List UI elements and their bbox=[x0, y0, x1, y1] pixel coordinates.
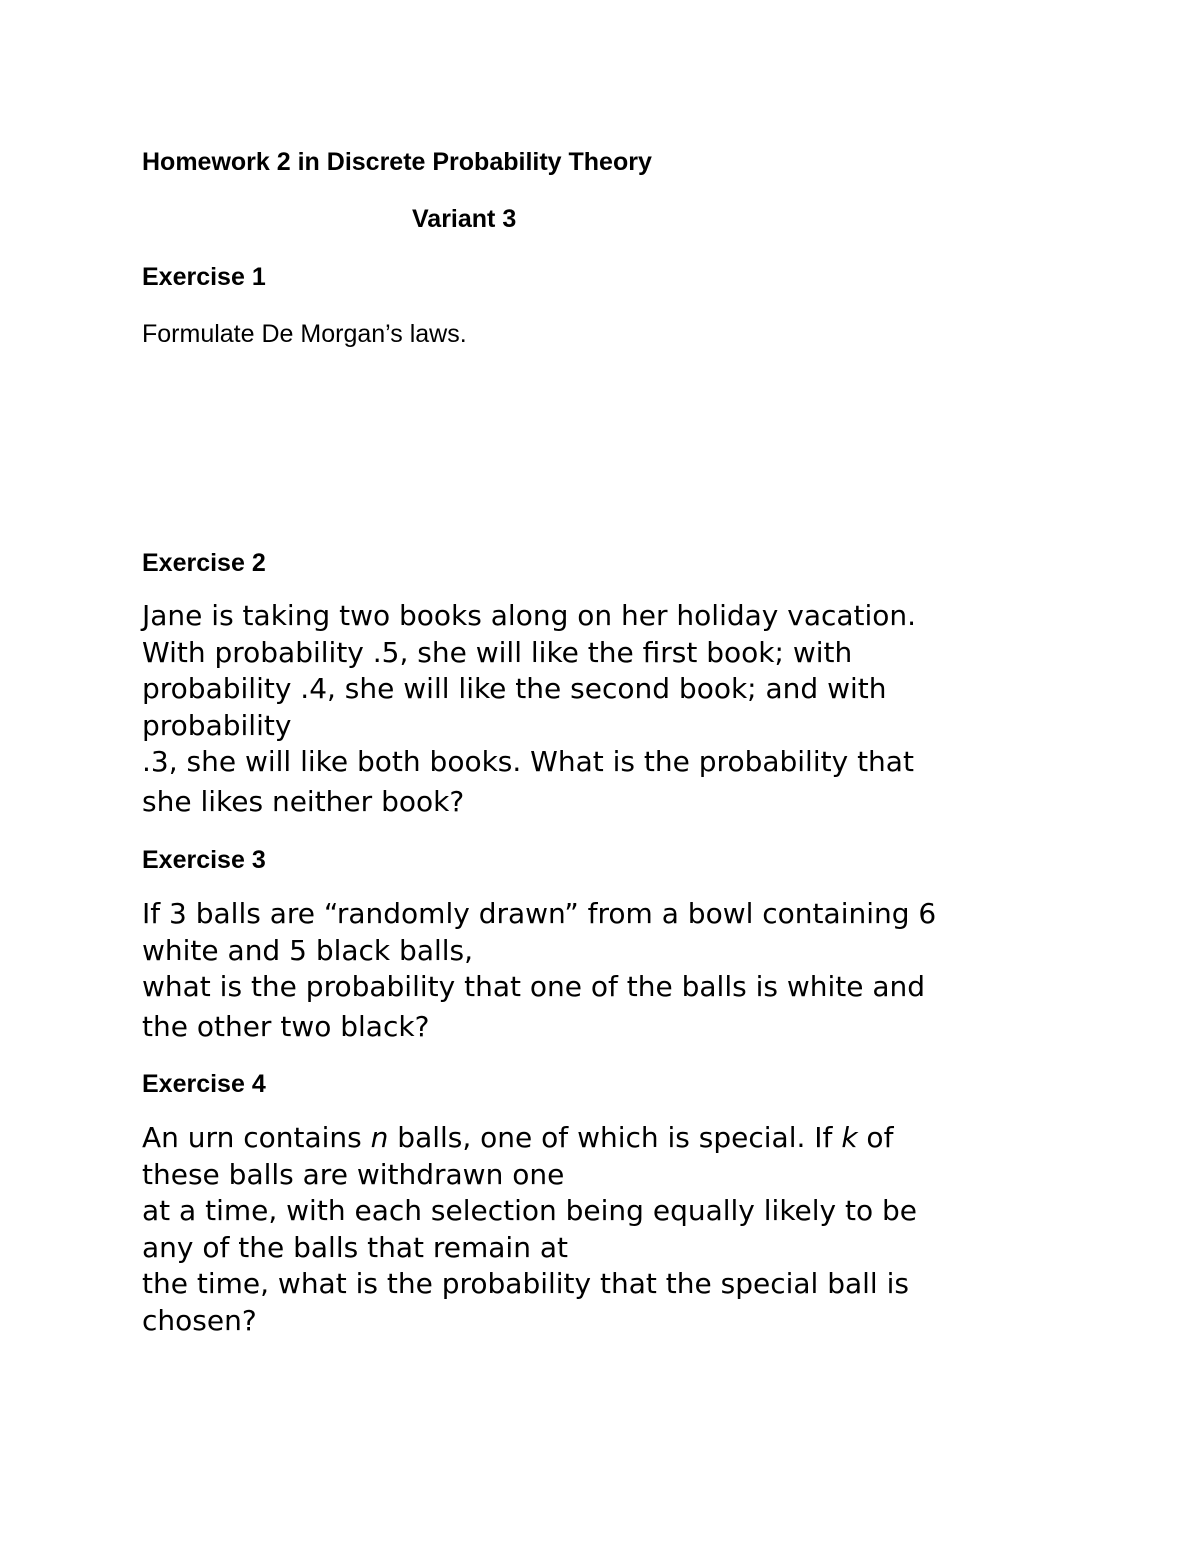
exercise-3-line: what is the probability that one of the balls is white and bbox=[142, 970, 926, 1003]
exercise-3-line: the other two black? bbox=[142, 1009, 430, 1043]
variable-k: k bbox=[841, 1121, 858, 1154]
exercise-3-heading: Exercise 3 bbox=[142, 846, 266, 874]
exercise-4-text-fragment: balls, one of which is special. If bbox=[388, 1121, 842, 1154]
exercise-2-line: probability .4, she will like the second book; and with bbox=[142, 672, 887, 705]
exercise-1-text: Formulate De Morgan’s laws. bbox=[142, 320, 467, 348]
exercise-3-line: If 3 balls are “randomly drawn” from a bowl containing 6 bbox=[142, 897, 937, 930]
exercise-4-line: the time, what is the probability that the special ball is bbox=[142, 1267, 909, 1300]
exercise-4-heading: Exercise 4 bbox=[142, 1070, 266, 1098]
exercise-2-line: Jane is taking two books along on her holiday vacation. bbox=[142, 599, 917, 632]
exercise-2-heading: Exercise 2 bbox=[142, 549, 266, 577]
exercise-4-line: any of the balls that remain at bbox=[142, 1230, 568, 1264]
exercise-2-line: .3, she will like both books. What is the probability that bbox=[142, 745, 914, 778]
exercise-4-text bbox=[142, 1120, 1062, 1339]
exercise-4-text-fragment: of bbox=[857, 1121, 894, 1154]
exercise-4-line: at a time, with each selection being equally likely to be bbox=[142, 1194, 918, 1227]
exercise-4-line: these balls are withdrawn one bbox=[142, 1157, 565, 1191]
exercise-2-text bbox=[142, 598, 1062, 820]
exercise-3-text bbox=[142, 896, 1062, 1045]
exercise-2-line: With probability .5, she will like the first book; with bbox=[142, 635, 853, 669]
exercise-1-heading: Exercise 1 bbox=[142, 263, 266, 291]
exercise-2-line: she likes neither book? bbox=[142, 784, 465, 818]
exercise-2-line: probability bbox=[142, 708, 292, 742]
exercise-4-text-fragment: An urn contains bbox=[142, 1121, 371, 1154]
exercise-3-line: white and 5 black balls, bbox=[142, 933, 474, 967]
variable-n: n bbox=[370, 1121, 389, 1154]
exercise-4-line: chosen? bbox=[142, 1303, 257, 1337]
document-title: Homework 2 in Discrete Probability Theory bbox=[142, 148, 652, 176]
variant-label: Variant 3 bbox=[412, 205, 517, 233]
exercise-4-line bbox=[142, 1120, 1062, 1157]
